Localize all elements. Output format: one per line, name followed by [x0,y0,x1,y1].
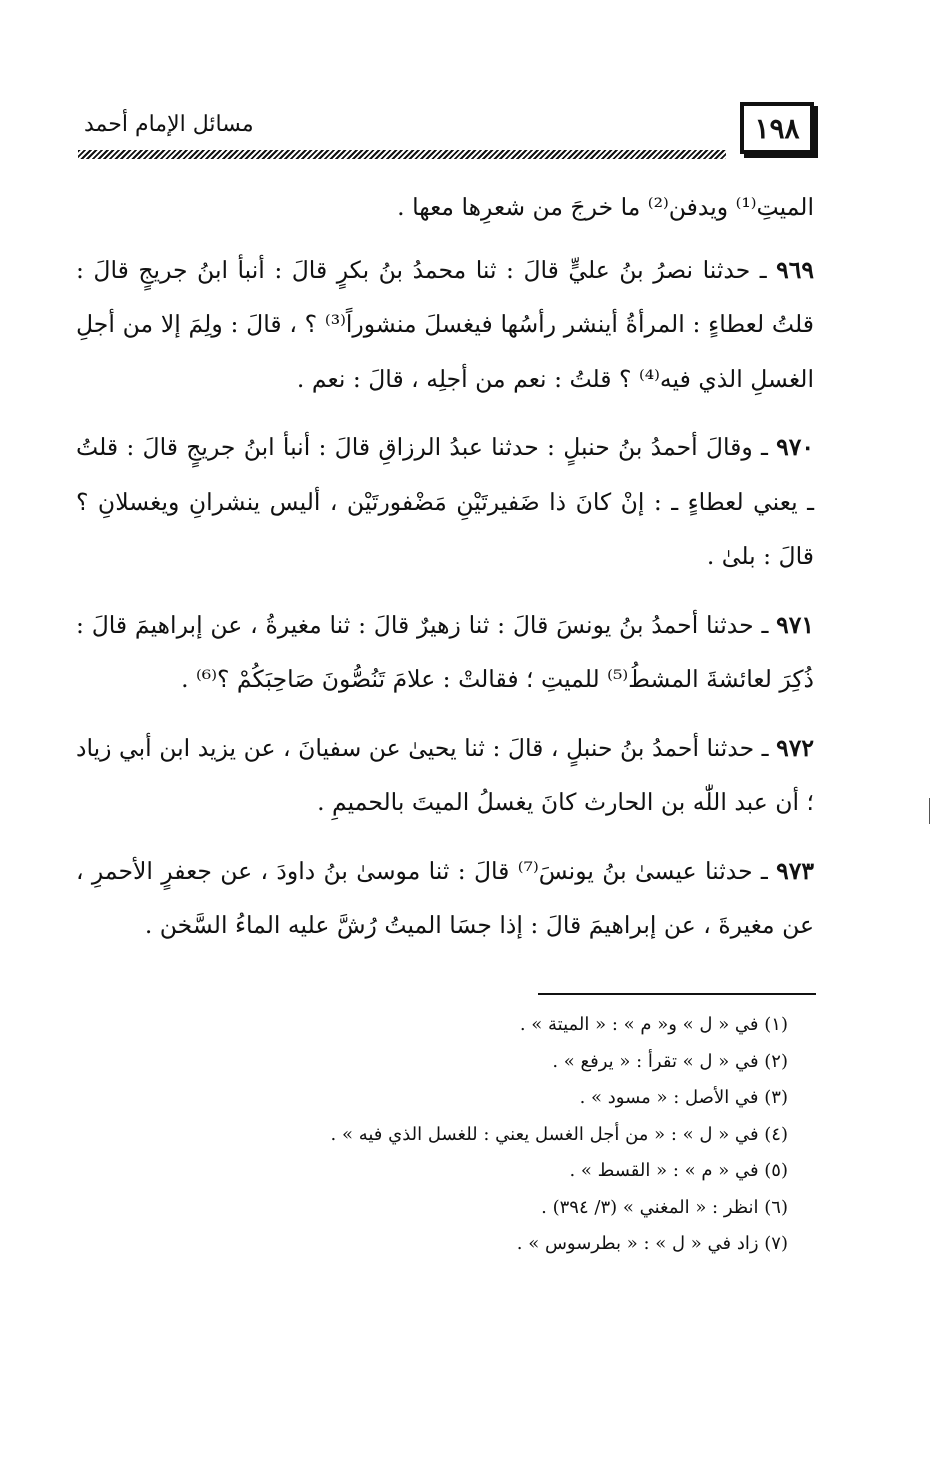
paragraph-970 [76,420,814,584]
margin-mark [929,798,930,824]
paragraph-text: ـ وقالَ أحمدُ بنُ حنبلٍ : حدثنا عبدُ الرزاقِ قالَ : أنبأ ابنُ جريجٍ قالَ : قلتُ ـ يعني لعطاءٍ ـ : إنْ كانَ ذا ضَفيرتَيْنِ مَضْفورتَيْن ، أليس ينشرانِ ويغسلانِ ؟ قالَ : بلىٰ . [76,433,814,570]
paragraph-973 [76,844,814,953]
paragraph-text: ـ حدثنا نصرُ بنُ عليٍّ قالَ : ثنا محمدُ بنُ بكرٍ قالَ : أنبأ ابنُ جريجٍ قالَ : قلتُ لعطاءٍ : المرأةُ أينشر رأسُها فيغسلَ منشوراً⁽³⁾ ؟ ، قالَ : ولِمَ إلا من أجلِ الغسلِ الذي فيه⁽⁴⁾ ؟ قلتُ : نعم من أجلِه ، قالَ : نعم . [76,255,814,393]
footnote-separator [538,993,816,995]
paragraph-number: ٩٧٢ [776,733,814,762]
paragraph-969 [76,243,814,407]
paragraph-text: ـ حدثنا عيسىٰ بنُ يونسَ⁽⁷⁾ قالَ : ثنا موسىٰ بنُ داودَ ، عن جعفرٍ الأحمرِ ، عن مغيرةَ ، عن إبراهيمَ قالَ : إذا جسَا الميتُ رُشَّ عليه الماءُ السَّخن . [76,856,814,939]
footnote-6: (٦) انظر : « المغني » (٣/ ٣٩٤) . [541,1196,788,1218]
footnote-2: (٢) في « ل » تقرأ : « يرفع » . [552,1050,788,1072]
header-rule [78,150,726,159]
footnote-1: (١) في « ل » و« م » : « الميتة » . [519,1014,788,1035]
paragraph-972 [76,721,814,830]
paragraph-number: ٩٦٩ [776,255,814,284]
paragraph-number: ٩٧١ [776,610,814,639]
running-title: مسائل الإمام أحمد [84,112,254,137]
main-text [76,180,814,967]
footnote-5: (٥) في « م » : « القسط » . [569,1160,788,1181]
page-number: ١٩٨ [740,102,814,154]
footnote-4: (٤) في « ل » : « من أجل الغسل يعني : للغسل الذي فيه » . [330,1123,788,1145]
paragraph-text: الميتِ⁽¹⁾ ويدفن⁽²⁾ ما خرجَ من شعرِها معها . [397,193,814,221]
page-header [78,100,814,162]
paragraph-text: ـ حدثنا أحمدُ بنُ حنبلٍ ، قالَ : ثنا يحيىٰ عن سفيانَ ، عن يزيد ابن أبي زياد ؛ أن عبد اللّٰه بن الحارث كانَ يغسلُ الميتَ بالحميمِ . [76,733,814,816]
paragraph-971 [76,598,814,707]
footnotes [148,1007,788,1263]
paragraph-text: ـ حدثنا أحمدُ بنُ يونسَ قالَ : ثنا زهيرٌ قالَ : ثنا مغيرةُ ، عن إبراهيمَ قالَ : ذُكِرَ لعائشةَ المشطُ⁽⁵⁾ للميتِ ؛ فقالتْ : علامَ تَنُصُّونَ صَاحِبَكُمْ ؟⁽⁶⁾ . [76,610,814,693]
paragraph-continuation [76,180,814,235]
paragraph-number: ٩٧٣ [776,856,815,885]
paragraph-number: ٩٧٠ [776,433,814,461]
footnote-3: (٣) في الأصل : « مسود » . [579,1087,788,1108]
footnote-7: (٧) زاد في « ل » : « بطرسوس » . [516,1233,788,1254]
